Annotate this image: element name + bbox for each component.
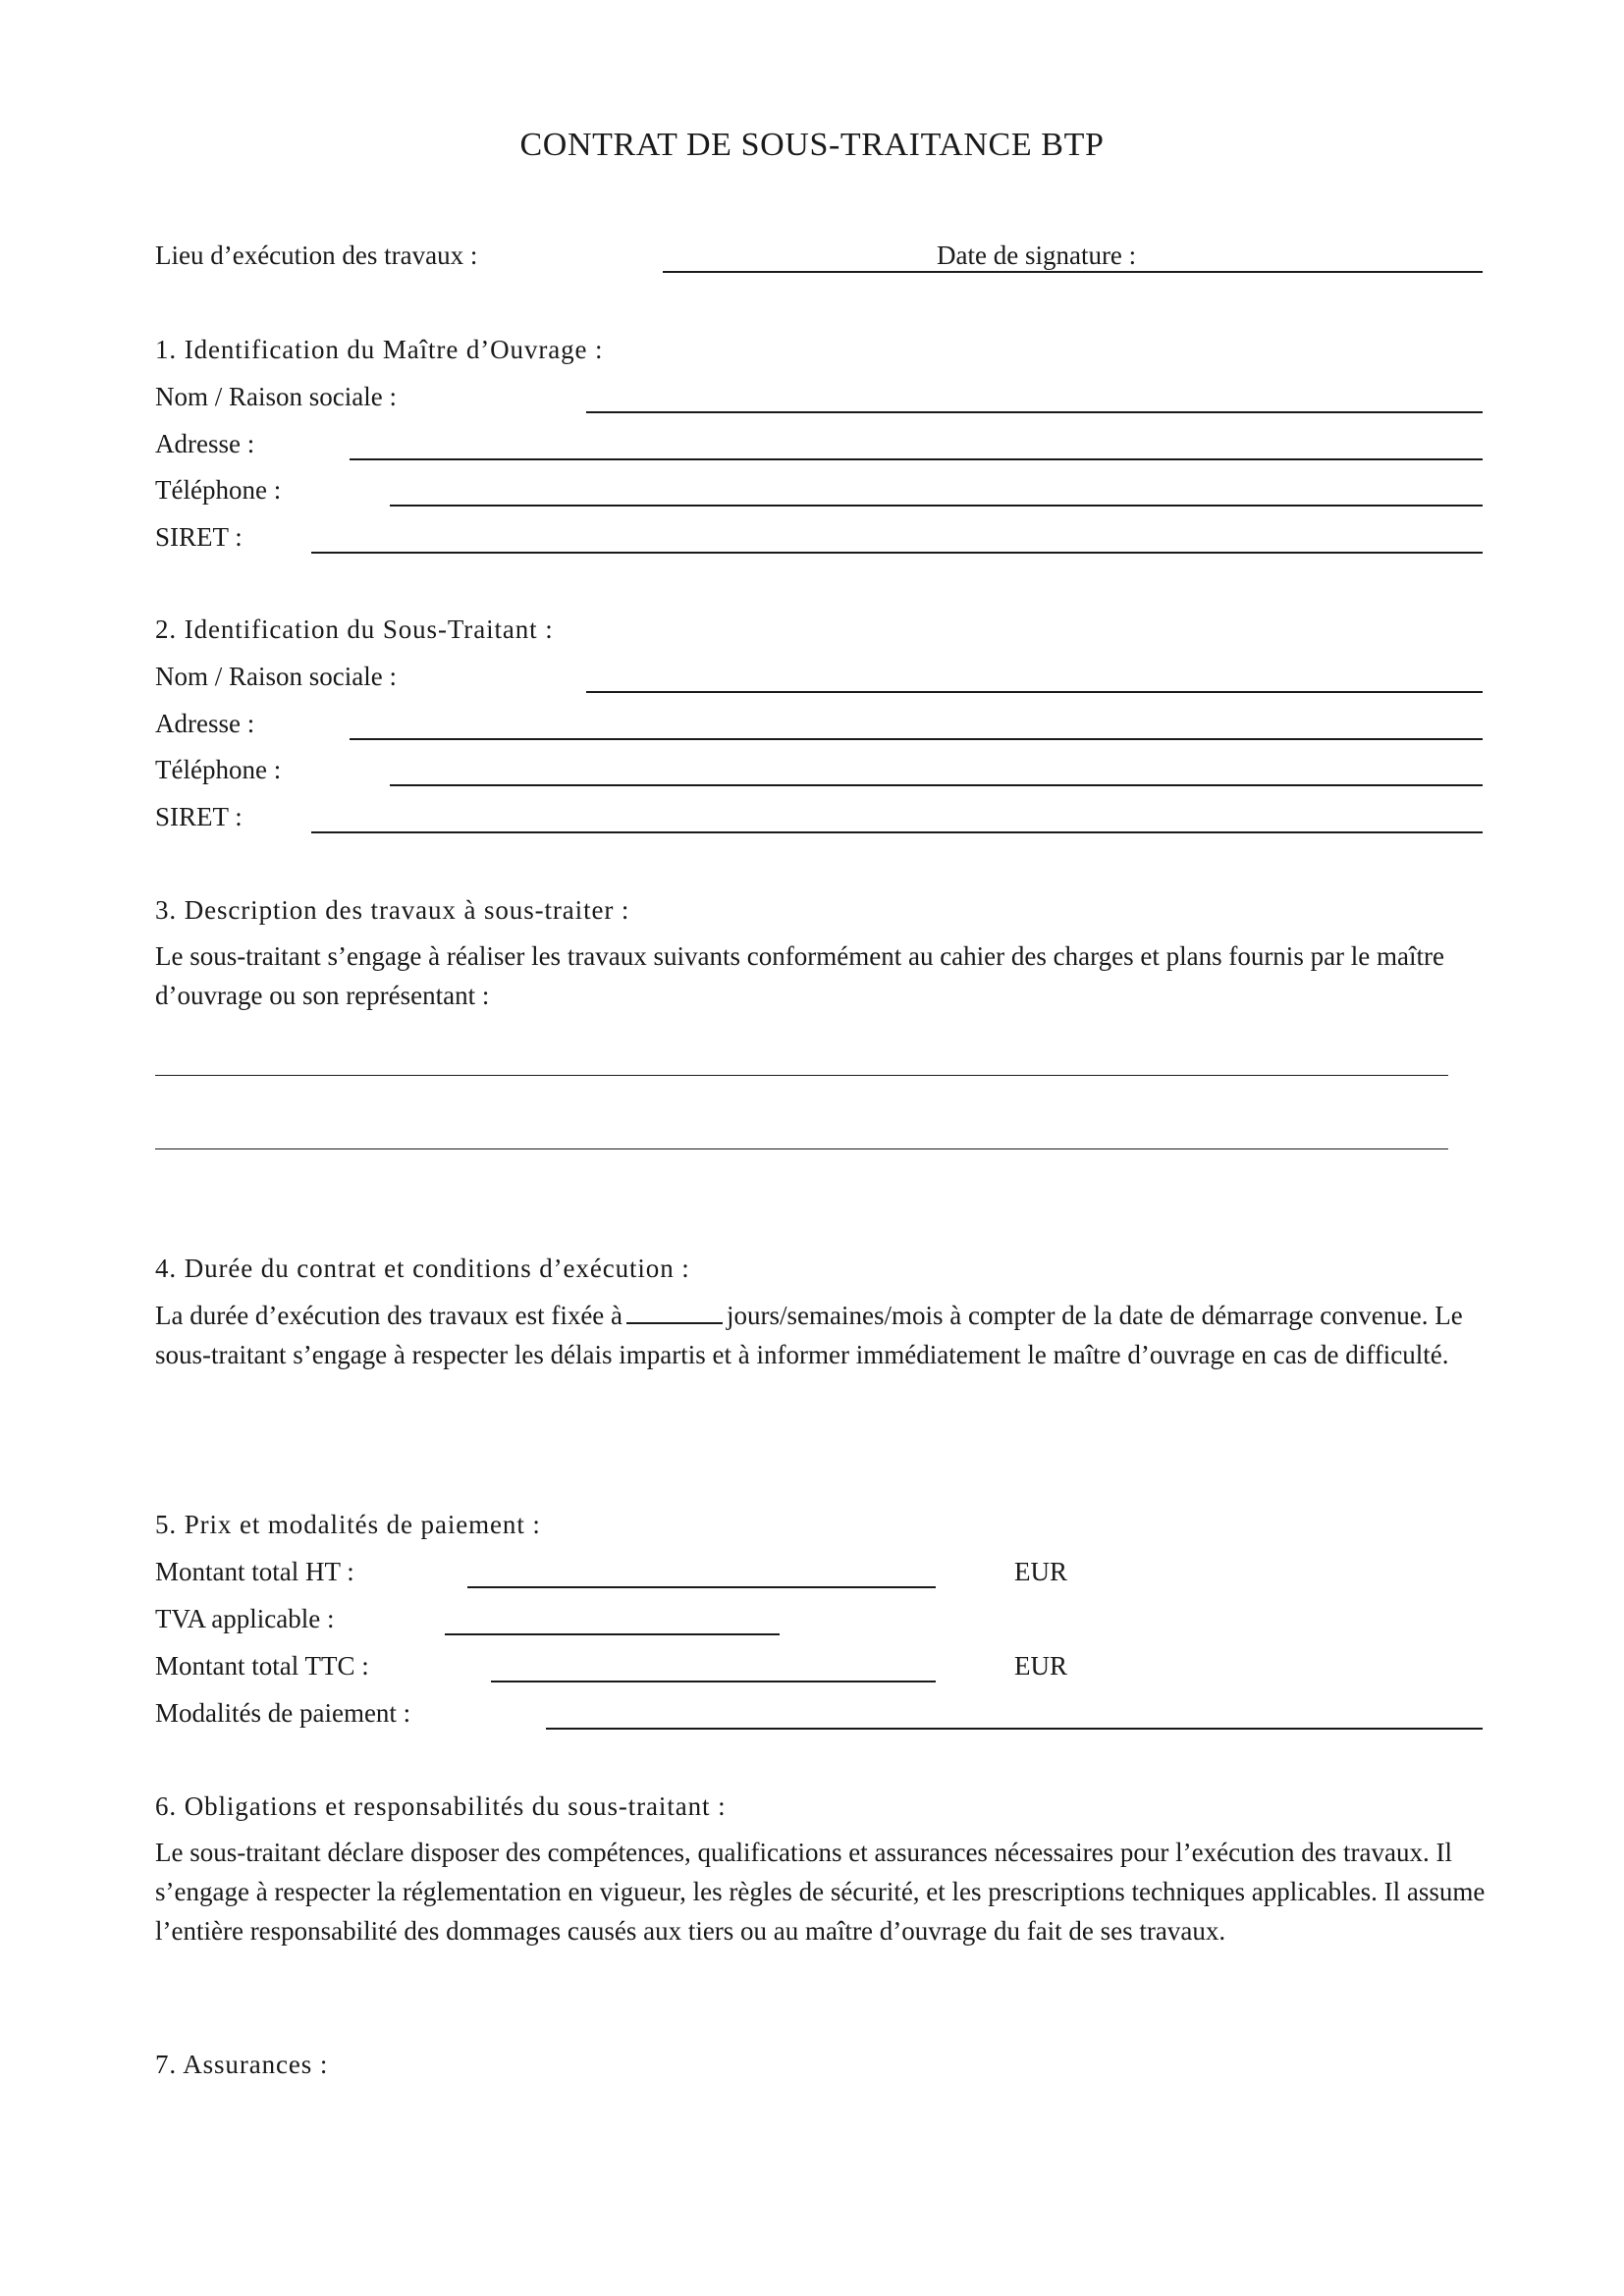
s5-ht-field[interactable]: [467, 1586, 936, 1588]
section4-paragraph: [155, 1296, 1490, 1374]
s2-nom-label: Nom / Raison sociale :: [155, 662, 397, 691]
s5-paiement-field[interactable]: [546, 1728, 1483, 1730]
section1-heading: 1. Identification du Maître d’Ouvrage :: [155, 335, 604, 364]
section6-paragraph: Le sous-traitant déclare disposer des compétences, qualifications et assurances nécessaires pour l’exécution des travaux. Il s’engage à respecter la réglementation en vigueur, les règles de sécurité, et les prescriptions techniques applicables. Il assume l’entière responsabilité des dommages causés aux tiers ou au maître d’ouvrage du fait de ses travaux.: [155, 1838, 1486, 1946]
s1-nom-label: Nom / Raison sociale :: [155, 382, 397, 411]
s1-siret-field[interactable]: [311, 552, 1483, 554]
s2-nom-field[interactable]: [586, 691, 1483, 693]
document-title: CONTRAT DE SOUS-TRAITANCE BTP: [519, 127, 1105, 163]
s2-siret-field[interactable]: [311, 831, 1483, 833]
section5-heading: 5. Prix et modalités de paiement :: [155, 1510, 541, 1539]
s5-tva-field[interactable]: [445, 1633, 780, 1635]
s3-description-line-1[interactable]: [155, 1075, 1448, 1076]
s2-telephone-label: Téléphone :: [155, 755, 282, 784]
s4-duration-blank[interactable]: [626, 1301, 723, 1324]
s2-adresse-field[interactable]: [350, 738, 1483, 740]
s1-siret-label: SIRET :: [155, 522, 243, 552]
s5-tva-label: TVA applicable :: [155, 1604, 335, 1633]
s5-ttc-currency: EUR: [1014, 1651, 1067, 1681]
section3-paragraph: Le sous-traitant s’engage à réaliser les travaux suivants conformément au cahier des charges et plans fournis par le maître d’ouvrage ou son représentant :: [155, 941, 1444, 1010]
date-label: Date de signature :: [937, 240, 1137, 270]
s1-adresse-field[interactable]: [350, 458, 1483, 460]
s5-paiement-label: Modalités de paiement :: [155, 1698, 411, 1728]
s2-siret-label: SIRET :: [155, 802, 243, 831]
s5-ht-currency: EUR: [1014, 1557, 1067, 1586]
s1-adresse-label: Adresse :: [155, 429, 255, 458]
section7-heading: 7. Assurances :: [155, 2050, 329, 2079]
s1-nom-field[interactable]: [586, 411, 1483, 413]
lieu-label: Lieu d’exécution des travaux :: [155, 240, 478, 270]
s4-text-after: jours/semaines/mois à compter de la date de démarrage convenue. Le sous-traitant s’engage à respecter les délais impartis et à informer immédiatement le maître d’ouvrage en cas de difficulté.: [155, 1301, 1463, 1369]
lieu-field[interactable]: [663, 271, 1483, 273]
s2-telephone-field[interactable]: [390, 784, 1483, 786]
s5-ttc-label: Montant total TTC :: [155, 1651, 369, 1681]
section2-heading: 2. Identification du Sous-Traitant :: [155, 614, 554, 644]
s2-adresse-label: Adresse :: [155, 709, 255, 738]
section3-heading: 3. Description des travaux à sous-traiter :: [155, 895, 630, 925]
s3-description-line-2[interactable]: [155, 1148, 1448, 1149]
s5-ht-label: Montant total HT :: [155, 1557, 354, 1586]
s5-ttc-field[interactable]: [491, 1681, 936, 1682]
s4-text-before: La durée d’exécution des travaux est fixée à: [155, 1301, 623, 1330]
s1-telephone-field[interactable]: [390, 505, 1483, 507]
s1-telephone-label: Téléphone :: [155, 475, 282, 505]
section4-heading: 4. Durée du contrat et conditions d’exécution :: [155, 1254, 690, 1283]
section6-heading: 6. Obligations et responsabilités du sous-traitant :: [155, 1791, 727, 1821]
